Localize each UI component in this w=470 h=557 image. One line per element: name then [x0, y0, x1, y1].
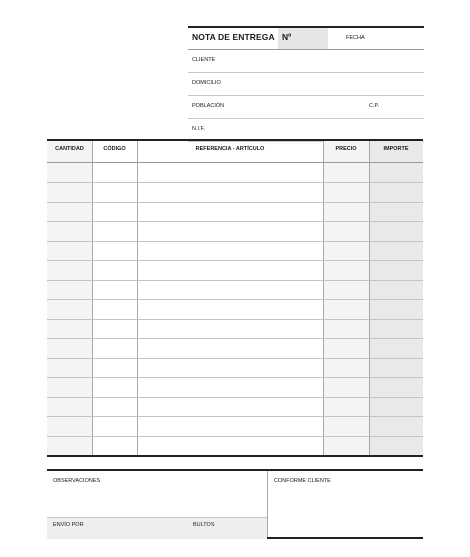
column-divider — [369, 141, 370, 455]
column-header-amount: IMPORTE — [383, 146, 409, 152]
document-title: NOTA DE ENTREGA — [192, 32, 275, 42]
table-row-divider — [47, 338, 423, 339]
column-divider — [323, 141, 324, 455]
amount-column-shade — [369, 141, 423, 455]
table-row-divider — [47, 299, 423, 300]
table-row-divider — [47, 241, 423, 242]
header-row-divider — [47, 162, 423, 163]
town-field[interactable] — [188, 96, 424, 119]
table-row-divider — [47, 397, 423, 398]
column-divider — [92, 141, 93, 455]
address-label: DOMICILIO — [192, 80, 221, 86]
table-row-divider — [47, 377, 423, 378]
column-header-quantity: CANTIDAD — [55, 146, 84, 152]
postal-code-label: C.P. — [369, 103, 379, 109]
column-header-code: CÓDIGO — [103, 146, 126, 152]
table-row-divider — [47, 319, 423, 320]
column-header-reference: REFERENCIA - ARTÍCULO — [195, 146, 265, 152]
column-header-price: PRECIO — [335, 146, 357, 152]
shipping-strip — [47, 517, 267, 539]
shipping-label: ENVÍO POR — [53, 522, 84, 528]
table-row-divider — [47, 182, 423, 183]
delivery-number-label: Nº — [282, 32, 292, 42]
table-row-divider — [47, 260, 423, 261]
town-label: POBLACIÓN — [192, 103, 225, 109]
items-table — [47, 139, 423, 457]
packages-label: BULTOS — [193, 522, 215, 528]
date-field-label: FECHA — [346, 35, 365, 41]
table-row-divider — [47, 280, 423, 281]
price-column-shade — [323, 141, 369, 455]
client-label: CLIENTE — [192, 57, 216, 63]
delivery-number-field[interactable] — [278, 28, 328, 49]
column-divider — [137, 141, 138, 455]
table-row-divider — [47, 221, 423, 222]
table-row-divider — [47, 358, 423, 359]
observations-label: OBSERVACIONES — [53, 478, 101, 484]
delivery-note-header — [188, 26, 424, 142]
client-approval-label: CONFORME CLIENTE — [274, 478, 331, 484]
table-row-divider — [47, 436, 423, 437]
footer-divider — [267, 471, 268, 537]
table-row-divider — [47, 202, 423, 203]
quantity-column-shade — [47, 141, 92, 455]
table-row-divider — [47, 416, 423, 417]
tax-id-label: N.I.F. — [192, 126, 205, 132]
address-field[interactable] — [188, 73, 424, 96]
client-field[interactable] — [188, 50, 424, 73]
delivery-note-footer — [47, 469, 423, 539]
header-title-row — [188, 26, 424, 50]
